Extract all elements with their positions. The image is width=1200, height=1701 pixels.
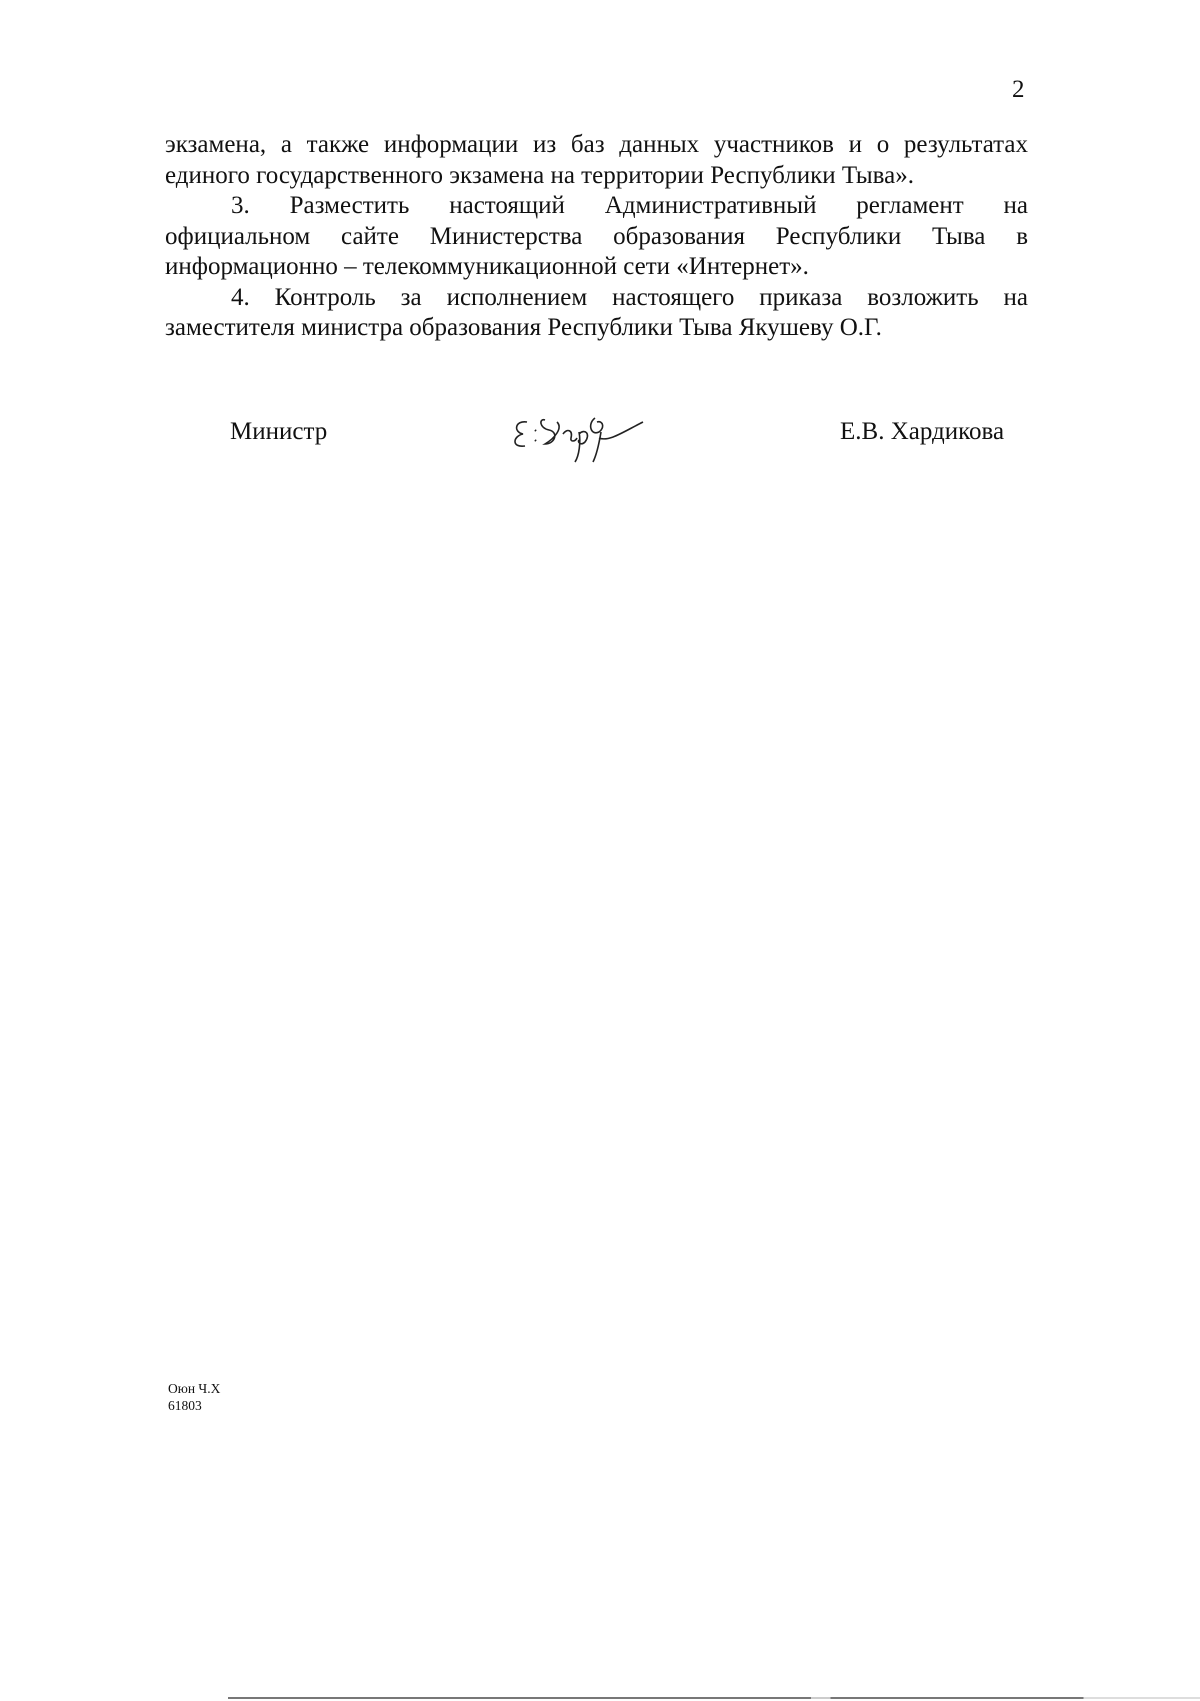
text-line: 3. Разместить настоящий Административный регламент на bbox=[231, 192, 1028, 219]
text-line: информационно – телекоммуникационной сети «Интернет». bbox=[165, 253, 809, 280]
executor-phone: 61803 bbox=[168, 1398, 202, 1413]
text-line: официальном сайте Министерства образования Республики Тыва в bbox=[165, 222, 1028, 250]
text-line: заместителя министра образования Республики Тыва Якушеву О.Г. bbox=[165, 314, 882, 341]
paragraph-item-4 bbox=[165, 283, 1028, 344]
handwritten-signature bbox=[505, 408, 650, 468]
page-number: 2 bbox=[1012, 76, 1025, 103]
scan-edge-divider bbox=[228, 1697, 1200, 1699]
signatory-name: Е.В. Хардикова bbox=[840, 418, 1005, 445]
text-line: 4. Контроль за исполнением настоящего приказа возложить на bbox=[231, 283, 1028, 311]
executor-footer bbox=[168, 1380, 220, 1414]
text-line: единого государственного экзамена на территории Республики Тыва». bbox=[165, 161, 914, 189]
signatory-title: Министр bbox=[230, 418, 328, 445]
paragraph-continuation bbox=[165, 130, 1028, 191]
document-body bbox=[165, 130, 1028, 344]
executor-name: Оюн Ч.Х bbox=[168, 1381, 221, 1396]
text-line: экзамена, а также информации из баз данных участников и о результатах bbox=[165, 131, 1028, 158]
paragraph-item-3 bbox=[165, 191, 1028, 283]
